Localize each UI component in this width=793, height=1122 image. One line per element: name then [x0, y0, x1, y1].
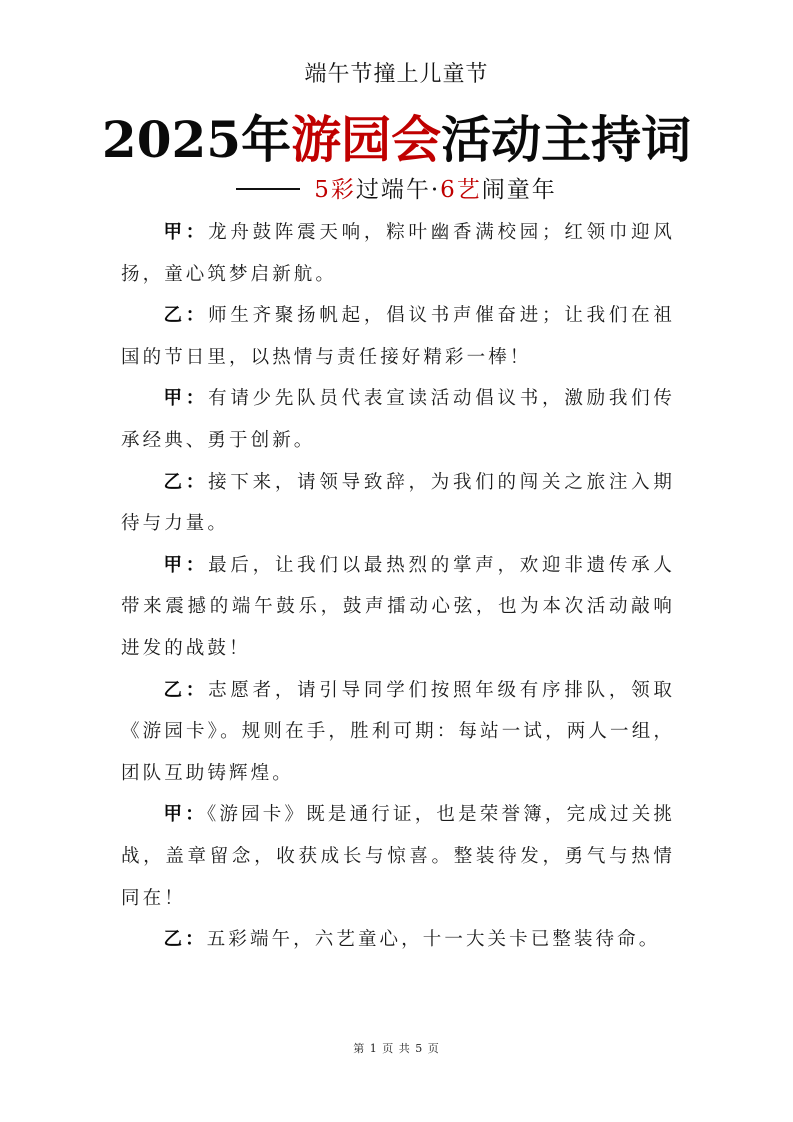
main-title — [0, 110, 793, 170]
paragraph-text: 师生齐聚扬帆起，倡议书声催奋进；让我们在祖国的节日里，以热情与责任接好精彩一棒！ — [121, 305, 675, 368]
speaker-label: 乙： — [163, 929, 207, 951]
paragraph-text: 有请少先队员代表宣读活动倡议书，激励我们传承经典、勇于创新。 — [121, 388, 675, 451]
em-dash-divider — [236, 188, 300, 190]
paragraph-text: 《游园卡》既是通行证，也是荣誉簿，完成过关挑战，盖章留念，收获成长与惊喜。整装待发，勇气与热情同在！ — [121, 804, 676, 909]
paragraph — [121, 919, 675, 961]
script-body — [121, 212, 675, 961]
page-footer: 第 1 页 共 5 页 — [353, 1042, 440, 1055]
speaker-label: 甲： — [163, 388, 209, 410]
subtitle-char-1: 彩 — [330, 177, 356, 203]
paragraph-text: 五彩端午，六艺童心，十一大关卡已整装待命。 — [206, 929, 661, 951]
main-title-year: 2025年 — [101, 110, 292, 169]
paragraph-text: 龙舟鼓阵震天响，粽叶幽香满校园；红领巾迎风扬，童心筑梦启新航。 — [121, 222, 675, 285]
paragraph-text: 接下来，请领导致辞，为我们的闯关之旅注入期待与力量。 — [121, 471, 675, 535]
subtitle-num-1: 5 — [314, 177, 331, 203]
speaker-label: 甲： — [163, 554, 209, 576]
paragraph — [121, 378, 675, 461]
speaker-label: 乙： — [163, 471, 209, 493]
paragraph-text: 志愿者，请引导同学们按照年级有序排队，领取《游园卡》。规则在手，胜利可期：每站一试，两人一组，团队互助铸辉煌。 — [121, 679, 675, 784]
speaker-label: 乙： — [163, 305, 209, 327]
speaker-label: 甲： — [163, 804, 207, 826]
subtitle-text-1: 过端午· — [355, 177, 441, 203]
paragraph — [121, 295, 675, 378]
subtitle — [0, 172, 793, 208]
speaker-label: 甲： — [163, 222, 209, 243]
paragraph-text: 最后，让我们以最热烈的掌声，欢迎非遗传承人带来震撼的端午鼓乐，鼓声擂动心弦，也为本次活动敲响进发的战鼓！ — [121, 554, 675, 659]
main-title-rest: 活动主持词 — [441, 110, 692, 169]
subtitle-text-2: 闹童年 — [481, 177, 557, 203]
main-title-highlight: 游园会 — [291, 110, 442, 169]
paragraph — [121, 212, 675, 295]
paragraph — [121, 794, 675, 919]
subtitle-num-2: 6 — [440, 177, 457, 203]
top-title: 端午节撞上儿童节 — [304, 62, 489, 87]
paragraph — [121, 462, 675, 545]
paragraph — [121, 670, 675, 795]
paragraph — [121, 545, 675, 670]
subtitle-char-2: 艺 — [456, 177, 482, 203]
speaker-label: 乙： — [163, 679, 209, 701]
